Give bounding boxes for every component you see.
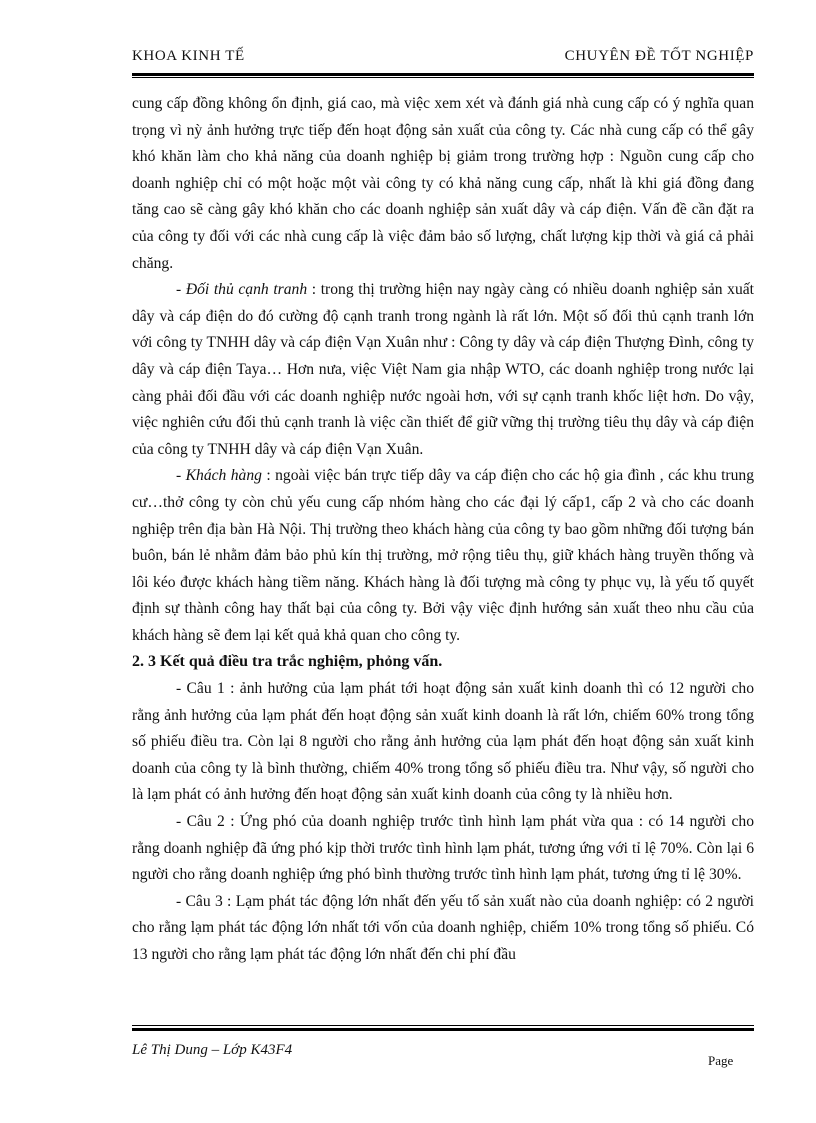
header-divider-thin [132, 77, 754, 78]
footer-divider-thick [132, 1028, 754, 1031]
paragraph-competitors [132, 277, 754, 463]
bullet-dash: - [176, 467, 186, 485]
section-heading: 2. 3 Kết quả điều tra trắc nghiệm, phỏng vấn. [132, 653, 443, 671]
term-customers: Khách hàng [185, 467, 262, 485]
header-faculty: KHOA KINH TẾ [132, 48, 245, 64]
paragraph-question-2: - Câu 2 : Ứng phó của doanh nghiệp trước tình hình lạm phát vừa qua : có 14 người cho rằng doanh nghiệp đã ứng phó kịp thời trước tình hình lạm phát, tương ứng với tỉ lệ 70%. Còn lại 6 người cho rằng doanh nghiệp ứng phó bình thường trước tình hình lạm phát, tương ứng tỉ lệ 30%. [132, 813, 754, 884]
header-document-type: CHUYÊN ĐỀ TỐT NGHIỆP [564, 48, 754, 64]
paragraph-question-1: - Câu 1 : ảnh hưởng của lạm phát tới hoạt động sản xuất kinh doanh thì có 12 người cho rằng ảnh hưởng của lạm phát đến hoạt động sản xuất kinh doanh là rất lớn, chiếm 60% trong tổng số phiếu điều tra. Còn lại 8 người cho rằng ảnh hưởng của lạm phát đến hoạt động sản xuất kinh doanh của công ty là bình thường, chiếm 40% trong tổng số phiếu điều tra. Như vậy, số người cho là lạm phát có ảnh hưởng đến hoạt động sản xuất kinh doanh của công ty là nhiều hơn. [132, 680, 754, 804]
footer-author: Lê Thị Dung – Lớp K43F4 [132, 1042, 293, 1058]
page-header [132, 48, 754, 70]
paragraph-suppliers: cung cấp đồng không ổn định, giá cao, mà việc xem xét và đánh giá nhà cung cấp có ý nghĩa quan trọng vì nỳ ảnh hưởng trực tiếp đến hoạt động sản xuất của công ty. Các nhà cung cấp có thể gây khó khăn làm cho khả năng của doanh nghiệp bị giảm trong trường hợp : Nguồn cung cấp cho doanh nghiệp chỉ có một hoặc một vài công ty có khả năng cung cấp, nhất là khi giá đồng đang tăng cao sẽ càng gây khó khăn cho các doanh nghiệp sản xuất dây và cáp điện. Vấn đề cần đặt ra của công ty đối với các nhà cung cấp là việc đảm bảo số lượng, chất lượng kịp thời và giá cả phải chăng. [132, 95, 754, 272]
page-body [132, 91, 754, 969]
paragraph-competitors-text: : trong thị trường hiện nay ngày càng có nhiều doanh nghiệp sản xuất dây và cáp điện do đó cường độ cạnh tranh trong ngành là rất lớn. Một số đối thủ cạnh tranh lớn với công ty TNHH dây và cáp điện Vạn Xuân như : Công ty dây và cáp điện Thượng Đình, công ty dây và cáp điện Taya… Hơn nưa, việc Việt Nam gia nhập WTO, các doanh nghiệp trong nước lại càng phải đối đầu với các doanh nghiệp nước ngoài hơn, với sự cạnh tranh khốc liệt hơn. Do vậy, việc nghiên cứu đối thủ cạnh tranh là việc cần thiết để giữ vững thị trường tiêu thụ dây và cáp điện của công ty TNHH dây và cáp điện Vạn Xuân. [132, 281, 755, 458]
header-divider-thick [132, 73, 754, 76]
paragraph-customers [132, 463, 754, 649]
term-competitors: Đối thủ cạnh tranh [185, 281, 308, 299]
paragraph-question-3: - Câu 3 : Lạm phát tác động lớn nhất đến yếu tố sản xuất nào của doanh nghiệp: có 2 người cho rằng lạm phát tác động lớn nhất tới vốn của doanh nghiệp, chiếm 10% trong tổng số phiếu. Có 13 người cho rằng lạm phát tác động lớn nhất đến chi phí đầu [132, 892, 754, 963]
footer-page-label: Page [708, 1053, 734, 1068]
bullet-dash: - [176, 281, 186, 299]
footer-divider-thin [132, 1025, 754, 1026]
paragraph-customers-text: : ngoài việc bán trực tiếp dây va cáp điện cho các hộ gia đình , các khu trung cư…thở công ty còn chủ yếu cung cấp nhóm hàng cho các đại lý cấp1, cấp 2 và cho các doanh nghiệp trên địa bàn Hà Nội. Thị trường theo khách hàng của công ty bao gồm những đối tượng bán buôn, bán lẻ nhằm đảm bảo phủ kín thị trường, mở rộng tiêu thụ, giữ khách hàng truyền thống và lôi kéo được khách hàng tiềm năng. Khách hàng là đối tượng mà công ty phục vụ, là yếu tố quyết định sự thành công hay thất bại của công ty. Bởi vậy việc định hướng sản xuất theo nhu cầu của khách hàng sẽ đem lại kết quả khả quan cho công ty. [132, 467, 754, 644]
